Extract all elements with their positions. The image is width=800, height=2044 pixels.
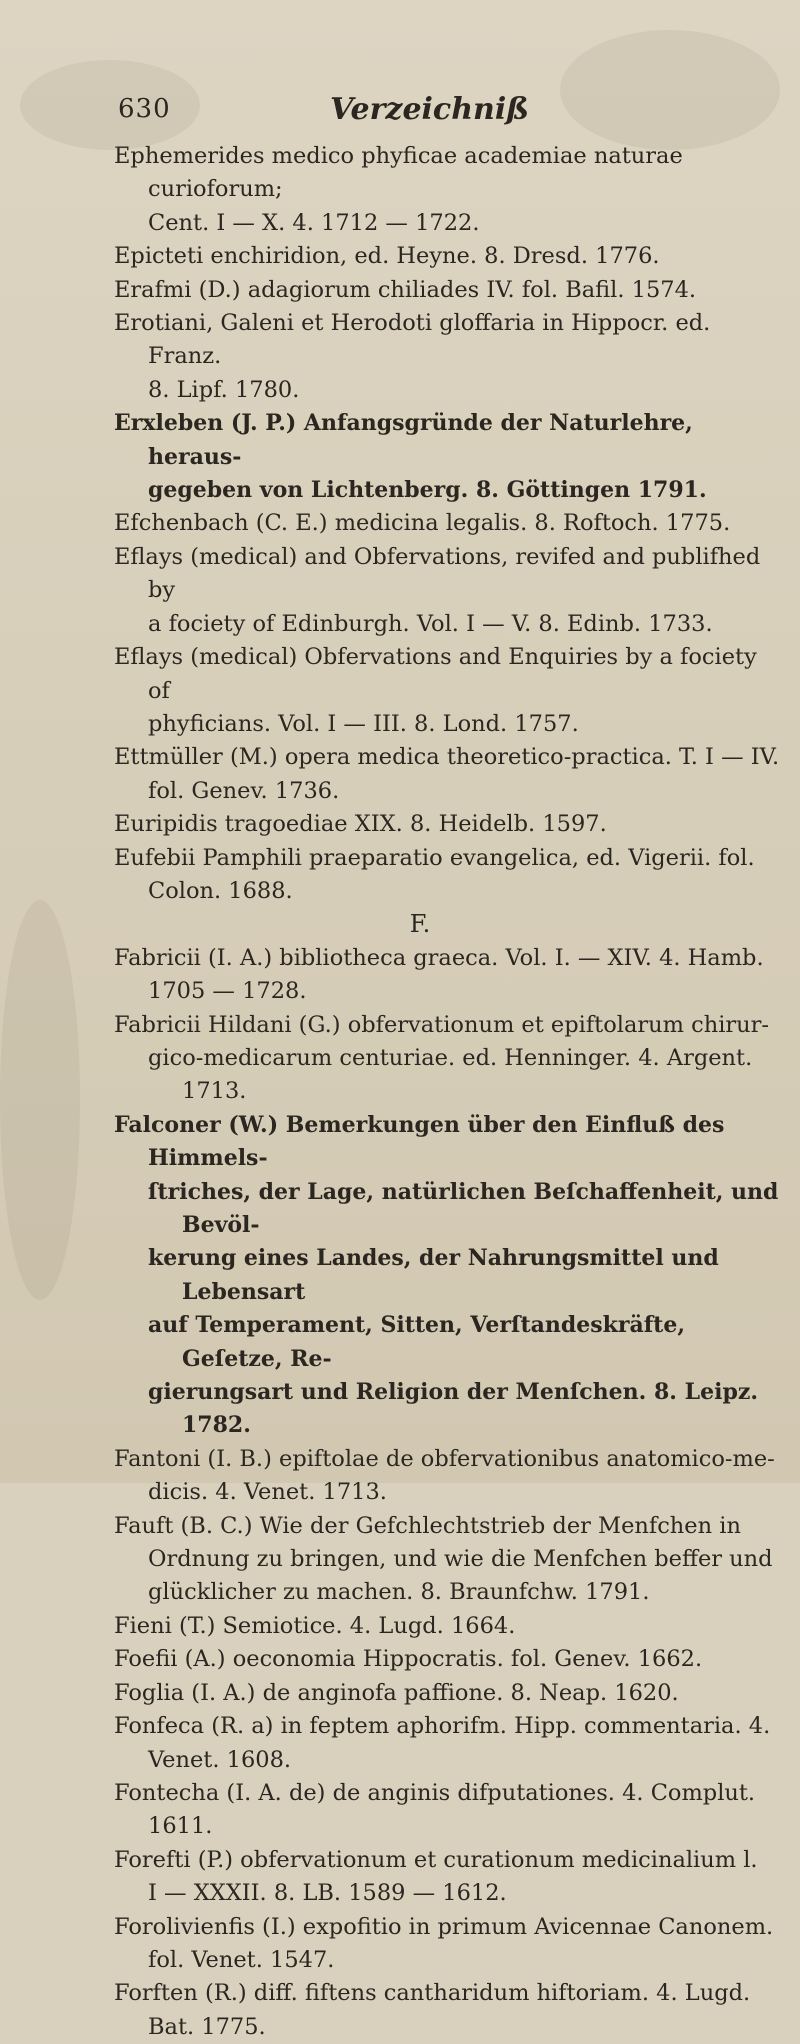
entry-line: gierungsart und Religion der Menſchen. 8. Leipz. 1782.: [148, 1379, 758, 1439]
bibliography-entry: [0, 1643, 780, 1676]
bibliography-entry: [0, 741, 780, 808]
entry-line: Bat. 1775.: [148, 2013, 266, 2040]
entry-line: Forften (R.) diff. fiftens cantharidum hiftoriam. 4. Lugd.: [114, 1980, 751, 2007]
bibliography-entry: [0, 1710, 780, 1777]
entry-line: auf Temperament, Sitten, Verſtandeskräfte, Geſetze, Re-: [148, 1312, 686, 1372]
entry-line: Fontecha (I. A. de) de anginis difputationes. 4. Complut.: [114, 1779, 756, 1806]
bibliography-entry: [0, 1109, 780, 1443]
entry-line: ſtriches, der Lage, natürlichen Beſchaffenheit, und Bevöl-: [148, 1178, 779, 1238]
entry-line: Forefti (P.) obfervationum et curationum medicinalium l.: [114, 1846, 758, 1873]
entry-line: Falconer (W.) Bemerkungen über den Einfluß des Himmels-: [114, 1111, 725, 1172]
bibliography-entry: [0, 274, 780, 307]
entry-line: fol. Genev. 1736.: [148, 777, 340, 804]
bibliography-entry: [0, 1510, 780, 1610]
entry-line: Eflays (medical) and Obfervations, revifed and publifhed by: [114, 543, 761, 604]
page-number: 630: [118, 94, 171, 124]
bibliography-entry: [0, 140, 780, 240]
entry-line: I — XXXII. 8. LB. 1589 — 1612.: [148, 1880, 507, 1907]
bibliography-entry: [0, 1844, 780, 1911]
entry-line: Ephemerides medico phyficae academiae naturae curioforum;: [114, 143, 683, 203]
entry-line: Forolivienfis (I.) expofitio in primum Avicennae Canonem.: [114, 1913, 774, 1940]
bibliography-entry: [0, 407, 780, 507]
entry-line: Fonfeca (R. a) in feptem aphorifm. Hipp. commentaria. 4.: [114, 1713, 771, 1740]
entry-line: Foglia (I. A.) de anginofa paffione. 8. Neap. 1620.: [114, 1679, 679, 1706]
entry-line: Colon. 1688.: [148, 877, 293, 904]
entry-line: Eflays (medical) Obfervations and Enquiries by a fociety of: [114, 644, 757, 704]
entry-line: Fieni (T.) Semiotice. 4. Lugd. 1664.: [114, 1612, 516, 1639]
entry-line: Euripidis tragoediae XIX. 8. Heidelb. 1597.: [114, 811, 607, 838]
running-head: Verzeichniß: [330, 92, 530, 127]
entry-line: Erotiani, Galeni et Herodoti gloffaria in Hippocr. ed. Franz.: [114, 310, 711, 370]
bibliography-entry: [0, 1911, 780, 1978]
entry-line: Ordnung zu bringen, und wie die Menfchen beffer und: [148, 1546, 773, 1573]
entry-line: Erxleben (J. P.) Anfangsgründe der Naturlehre, heraus-: [114, 410, 693, 470]
entry-line: Ettmüller (M.) opera medica theoretico-practica. T. I — IV.: [114, 744, 780, 771]
entry-line: Cent. I — X. 4. 1712 — 1722.: [148, 209, 480, 236]
entry-line: kerung eines Landes, der Nahrungsmittel und Lebensart: [148, 1245, 719, 1305]
entry-line: fol. Venet. 1547.: [148, 1946, 335, 1973]
entry-line: Fabricii Hildani (G.) obfervationum et epiftolarum chirur-: [114, 1011, 770, 1038]
entry-line: 8. Lipf. 1780.: [148, 376, 300, 403]
entry-line: a fociety of Edinburgh. Vol. I — V. 8. Edinb. 1733.: [148, 610, 713, 637]
entry-line: Foefii (A.) oeconomia Hippocratis. fol. Genev. 1662.: [114, 1646, 703, 1673]
bibliography-entry: [0, 1977, 780, 2044]
bibliography-entry: [0, 507, 780, 540]
bibliography-entry: [0, 942, 780, 1009]
entry-line: gico-medicarum centuriae. ed. Henninger. 4. Argent. 1713.: [148, 1044, 753, 1105]
bibliography-entry: [0, 808, 780, 841]
entry-line: Fabricii (I. A.) bibliotheca graeca. Vol. I. — XIV. 4. Hamb.: [114, 944, 764, 971]
entry-line: 1611.: [148, 1813, 213, 1840]
entry-line: phyficians. Vol. I — III. 8. Lond. 1757.: [148, 710, 579, 737]
bibliography-entry: [0, 541, 780, 641]
bibliography-entry: [0, 1443, 780, 1510]
entry-line: Epicteti enchiridion, ed. Heyne. 8. Dresd. 1776.: [114, 243, 660, 270]
page-header: [0, 88, 800, 128]
entry-line: 1705 — 1728.: [148, 978, 307, 1005]
entry-line: Erafmi (D.) adagiorum chiliades IV. fol. Bafil. 1574.: [114, 276, 697, 303]
bibliography-entry: [0, 842, 780, 909]
bibliography-entry: [0, 1009, 780, 1109]
entry-line: Eufebii Pamphili praeparatio evangelica, ed. Vigerii. fol.: [114, 844, 755, 871]
section-letter: F.: [409, 910, 431, 939]
bibliography-entry: [0, 307, 780, 407]
bibliography-entry: [0, 1677, 780, 1710]
entry-line: glücklicher zu machen. 8. Braunfchw. 1791.: [148, 1579, 650, 1606]
entry-line: Fantoni (I. B.) epiftolae de obfervationibus anatomico-me-: [114, 1445, 775, 1472]
entry-line: Venet. 1608.: [148, 1746, 292, 1773]
bibliography-list: [0, 140, 800, 2044]
entry-line: gegeben von Lichtenberg. 8. Göttingen 1791.: [148, 477, 707, 504]
bibliography-entry: [0, 641, 780, 741]
entry-line: dicis. 4. Venet. 1713.: [148, 1479, 387, 1506]
bibliography-entry: [0, 1610, 780, 1643]
bibliography-entry: [0, 240, 780, 273]
entry-line: Efchenbach (C. E.) medicina legalis. 8. Roftoch. 1775.: [114, 510, 731, 537]
bibliography-entry: [0, 1777, 780, 1844]
entry-line: Fauft (B. C.) Wie der Gefchlechtstrieb der Menfchen in: [114, 1512, 741, 1539]
